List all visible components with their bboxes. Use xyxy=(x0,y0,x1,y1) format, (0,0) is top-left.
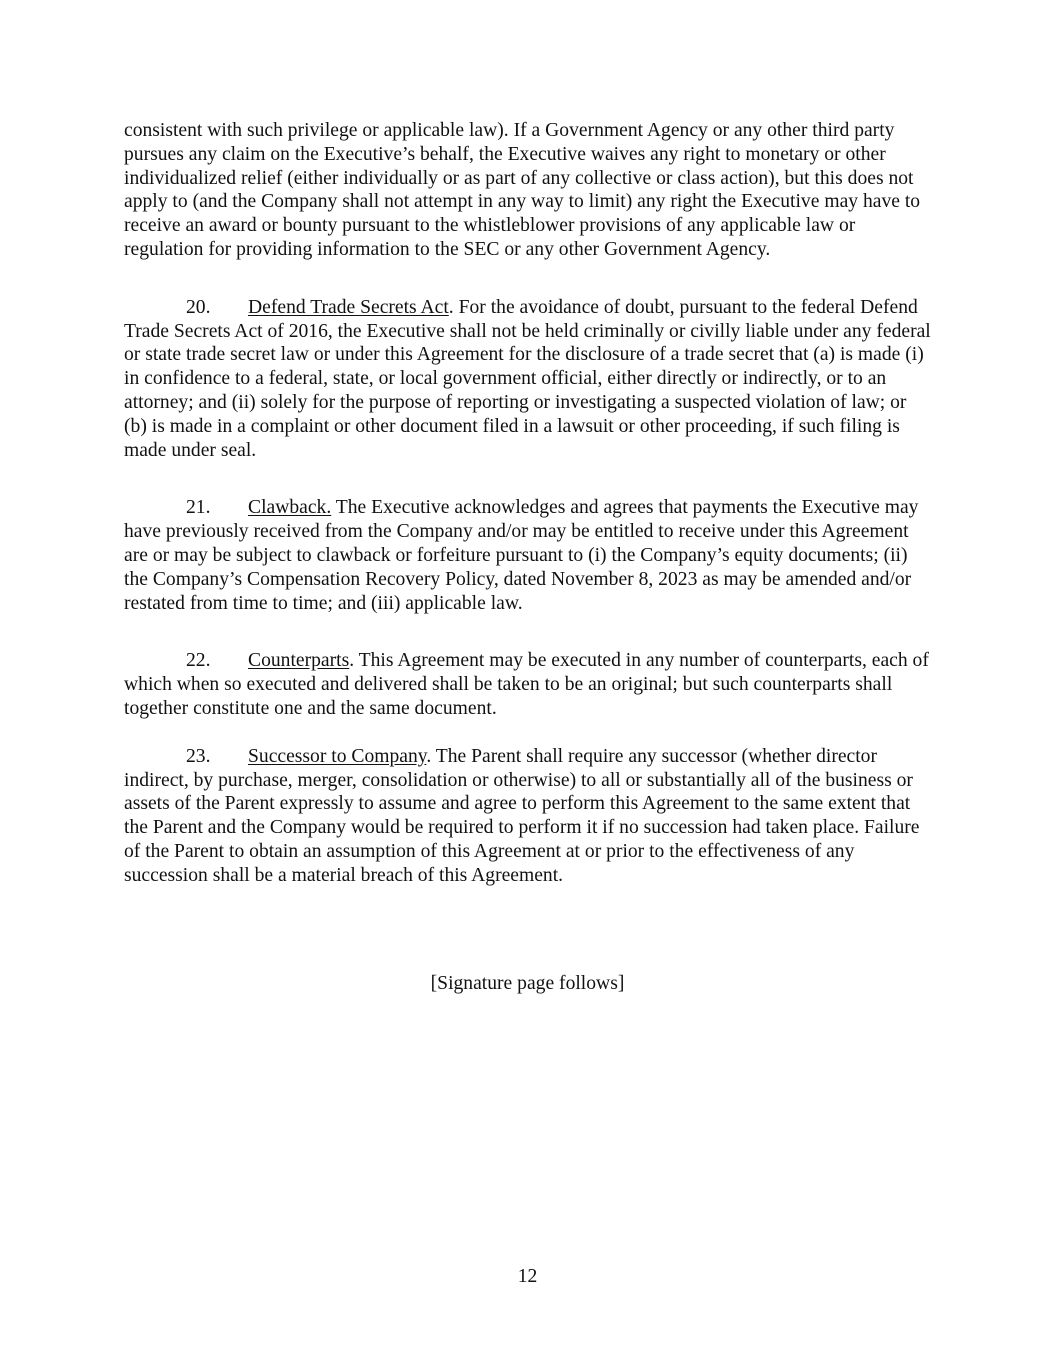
section-number: 23. xyxy=(186,745,211,767)
section-23 xyxy=(124,745,932,888)
section-20 xyxy=(124,296,932,463)
section-number: 21. xyxy=(186,497,211,519)
section-heading: Counterparts xyxy=(248,650,350,672)
section-heading: Clawback. xyxy=(248,497,332,519)
continued-paragraph: consistent with such privilege or applicable law). If a Government Agency or any other third party pursues any claim on the Executive’s behalf, the Executive waives any right to monetary or other individualized relief (either individually or as part of any collective or class action), but this does not apply to (and the Company shall not attempt in any way to limit) any right the Executive may have to receive an award or bounty pursuant to the whistleblower provisions of any applicable law or regulation for providing information to the SEC or any other Government Agency. xyxy=(124,120,921,260)
section-21 xyxy=(124,496,932,615)
section-heading-suffix: . xyxy=(349,650,355,672)
section-text: The Parent shall require any successor (whether director indirect, by purchase, merger, consolidation or otherwise) to all or substantially all of the business or assets of the Parent expressly to assume and agree to perform this Agreement to the same extent that the Parent and the Company would be required to perform it if no succession had taken place. Failure of the Parent to obtain an assumption of this Agreement at or prior to the effectiveness of any succession shall be a material breach of this Agreement. xyxy=(124,745,920,886)
section-heading: Successor to Company xyxy=(248,745,427,767)
section-number: 22. xyxy=(186,650,211,672)
document-body xyxy=(124,119,932,922)
page-number: 12 xyxy=(517,1266,538,1287)
section-heading-suffix: . xyxy=(426,745,432,767)
section-heading-suffix: . xyxy=(448,296,454,318)
section-number: 20. xyxy=(186,296,211,318)
section-22 xyxy=(124,649,932,720)
section-text: For the avoidance of doubt, pursuant to the federal Defend Trade Secrets Act of 2016, the Executive shall not be held criminally or civilly liable under any federal or state trade secret law or under this Agreement for the disclosure of a trade secret that (a) is made (i) in confidence to a federal, state, or local government official, either directly or indirectly, or to an attorney; and (ii) solely for the purpose of reporting or investigating a suspected violation of law; or (b) is made in a complaint or other document filed in a lawsuit or other proceeding, if such filing is made under seal. xyxy=(124,296,931,461)
section-heading: Defend Trade Secrets Act xyxy=(248,296,449,318)
signature-page-note: [Signature page follows] xyxy=(430,973,625,994)
section-text: This Agreement may be executed in any number of counterparts, each of which when so executed and delivered shall be taken to be an original; but such counterparts shall together constitute one and the same document. xyxy=(124,650,929,719)
section-text: The Executive acknowledges and agrees that payments the Executive may have previously received from the Company and/or may be entitled to receive under this Agreement are or may be subject to clawback or forfeiture pursuant to (i) the Company’s equity documents; (ii) the Company’s Compensation Recovery Policy, dated November 8, 2023 as may be amended and/or restated from time to time; and (iii) applicable law. xyxy=(124,497,919,614)
